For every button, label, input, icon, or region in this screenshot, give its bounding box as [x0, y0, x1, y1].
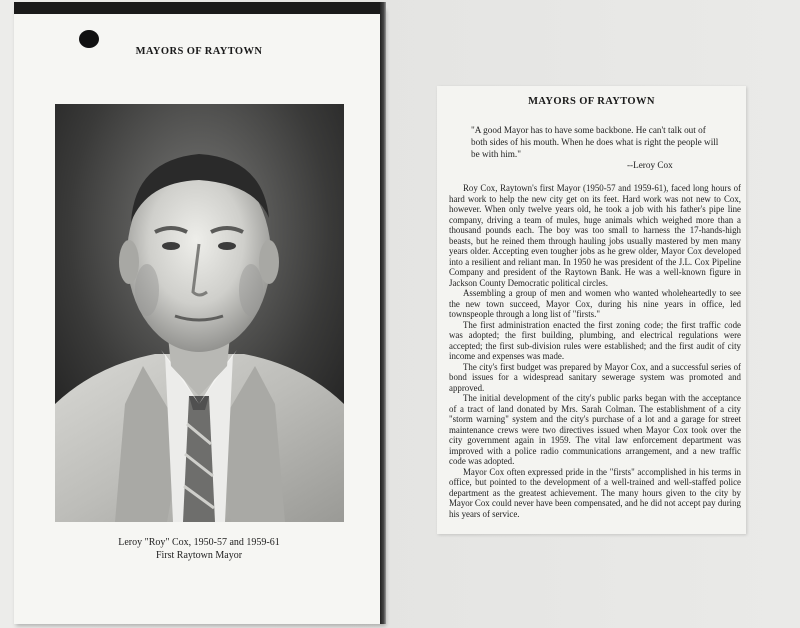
caption-name-terms: Leroy "Roy" Cox, 1950-57 and 1959-61 — [118, 537, 280, 548]
paragraph: The city's first budget was prepared by Mayor Cox, and a successful series of bond issues for a widespread sanitary sewerage system was promoted and approved. — [449, 361, 741, 393]
paragraph: Assembling a group of men and women who wanted wholeheartedly to see the new town succeed, Mayor Cox, during his nine years in office, led townspeople through a long list of "firsts." — [449, 288, 741, 319]
paragraph: Roy Cox, Raytown's first Mayor (1950-57 and 1959-61), faced long hours of hard work to help the new city get on its feet. Hard work was not new to Cox, however. When only twelve years old, he took a job with his father's pipe line company, driving a team of mules, huge animals which weighed more than a thousand pounds each. The boy was too small to harness the 17-hands-high beasts, but he reined them through hauling jobs usually mastered by men many years older. Accepting even tougher jobs as he grew older, Mayor Cox developed into a resilient and reliant man. In 1950 he was president of the J.L. Cox Pipeline Company and president of the Raytown Bank. He was a well-known figure in Jackson County Democratic political circles. — [449, 183, 741, 288]
left-page-heading: MAYORS OF RAYTOWN — [135, 46, 263, 57]
caption-title: First Raytown Mayor — [155, 550, 243, 561]
mayor-quote: "A good Mayor has to have some backbone. He can't talk out of both sides of his mouth. When he does what is right the people will be with him." — [471, 125, 719, 159]
biography-text — [449, 183, 741, 519]
right-document-page — [437, 86, 746, 534]
mayor-portrait-photo — [55, 104, 344, 522]
quote-attribution: --Leroy Cox — [627, 160, 673, 170]
portrait-caption — [14, 536, 384, 562]
paragraph: The first administration enacted the first zoning code; the first traffic code was adopted; the first building, plumbing, and electrical regulations were accepted; the first sub-division rules were established; and the first audit of city income and expenses was made. — [449, 319, 741, 361]
paragraph: The initial development of the city's public parks began with the acceptance of a tract of land donated by Mrs. Sarah Colman. The establishment of a city "storm warning" system and the city's purchase of a lot and a garage for street maintenance crews were two directives issued when Mayor Cox took over the city government again in 1959. The vital law enforcement department was improved with a police radio communications arrangement, and a new traffic code was adopted. — [449, 393, 741, 466]
page-right-edge-shadow — [380, 2, 386, 624]
right-page-heading: MAYORS OF RAYTOWN — [528, 96, 655, 107]
page-top-binding-strip — [14, 2, 384, 14]
paragraph: Mayor Cox often expressed pride in the "firsts" accomplished in his terms in office, but pointed to the development of a well-trained and well-staffed police department as the greatest achievement. The many hours given to the city by Mayor Cox could never have been compensated, and he did not accept pay during his years of service. — [449, 466, 741, 519]
